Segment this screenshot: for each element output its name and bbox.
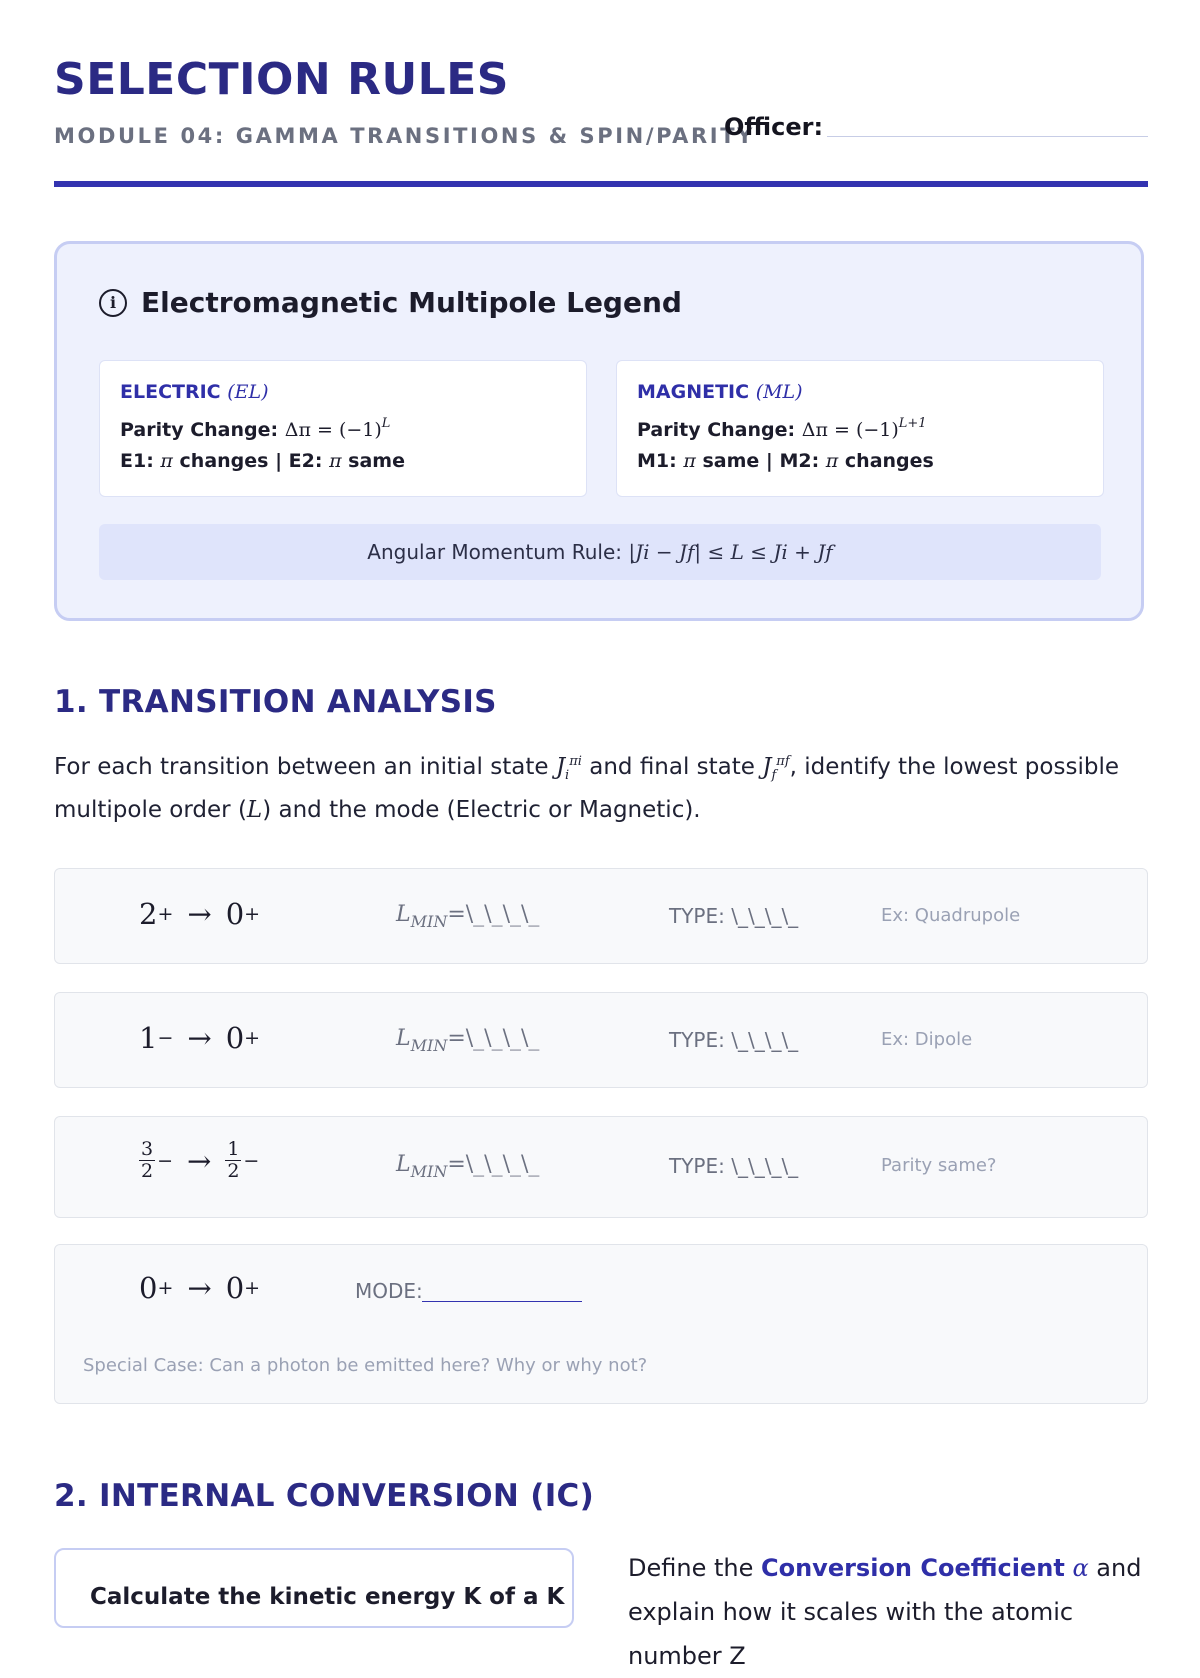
intro-text: and final state (581, 754, 763, 780)
electric-parity-rule (120, 415, 566, 446)
section-2-title: 2. INTERNAL CONVERSION (IC) (54, 1478, 595, 1514)
initial-spin: 2 (139, 897, 158, 931)
mode-field[interactable] (422, 1301, 582, 1302)
type-field[interactable]: TYPE: \_\_\_\_ (669, 1154, 799, 1178)
page-title: SELECTION RULES (54, 54, 509, 105)
transition-row (54, 868, 1148, 964)
transition-expression: 0 + → 0 + (139, 1271, 261, 1305)
pi-symbol: π (825, 450, 839, 472)
transition-row (54, 1116, 1148, 1218)
special-case-question: Special Case: Can a photon be emitted here? Why or why not? (83, 1355, 648, 1376)
magnetic-example-m1-text: same | M2: (695, 450, 826, 472)
kinetic-energy-prompt (90, 1584, 564, 1610)
magnetic-example-m1: M1: (637, 450, 684, 472)
magnetic-examples (637, 446, 1083, 477)
row-hint: Ex: Quadrupole (881, 905, 1021, 926)
transition-expression: 1 − → 0 + (139, 1021, 261, 1055)
electric-example-e2-text: same (341, 450, 405, 472)
mode-label: MODE: (355, 1279, 423, 1303)
magnetic-parity-formula: Δπ = (−1) (801, 419, 899, 441)
fraction-denominator: 2 (141, 1160, 154, 1182)
magnetic-legend-card (616, 360, 1104, 497)
conversion-coefficient-prompt (628, 1546, 1148, 1678)
fraction-numerator: 1 (227, 1138, 240, 1160)
initial-state-symbol: J (555, 754, 566, 780)
section-1-intro (54, 746, 1148, 832)
electric-examples (120, 446, 566, 477)
lmin-blank: =\_\_\_\_ (447, 1026, 540, 1051)
row-hint: Parity same? (881, 1155, 997, 1176)
multipole-legend (54, 241, 1144, 621)
initial-state-sub: i (565, 768, 570, 783)
lmin-field[interactable] (396, 1152, 540, 1181)
electric-example-e1-text: changes | E2: (172, 450, 330, 472)
lmin-blank: =\_\_\_\_ (447, 902, 540, 927)
kinetic-energy-card (54, 1548, 574, 1628)
arrow-icon: → (187, 897, 212, 931)
legend-title (99, 286, 682, 319)
electric-label: ELECTRIC (120, 381, 221, 403)
legend-title-text: Electromagnetic Multipole Legend (141, 286, 682, 319)
magnetic-symbol: (ML) (755, 381, 803, 403)
fraction-denominator: 2 (227, 1160, 240, 1182)
lmin-label: L (396, 1152, 411, 1177)
fraction-numerator: 3 (141, 1138, 154, 1160)
electric-heading (120, 381, 566, 403)
angular-rule-formula: |Ji − Jf| ≤ L ≤ Ji + Jf (628, 540, 833, 564)
electric-example-e1: E1: (120, 450, 161, 472)
prompt-text: and explain how it scales with the atomic number Z (628, 1554, 1142, 1670)
special-case-row (54, 1244, 1148, 1404)
initial-state-sup: πi (569, 754, 582, 769)
pi-symbol: π (329, 450, 342, 472)
arrow-icon: → (187, 1271, 212, 1305)
row-hint: Ex: Dipole (881, 1029, 973, 1050)
final-spin: 0 (225, 897, 245, 931)
kinetic-energy-text: Calculate the kinetic energy K (90, 1584, 482, 1610)
magnetic-parity-rule (637, 415, 1083, 446)
intro-text: , identify the lowest possible multipole order ( (54, 754, 1119, 823)
lmin-sub: MIN (410, 1036, 448, 1055)
lmin-sub: MIN (410, 912, 448, 931)
intro-text: For each transition between an initial state (54, 754, 556, 780)
magnetic-parity-label: Parity Change: (637, 419, 802, 441)
conversion-coefficient-term: Conversion Coefficient (760, 1554, 1065, 1582)
electric-parity-exponent: L (381, 416, 391, 431)
final-spin: 0 (225, 1271, 245, 1305)
pi-symbol: π (160, 450, 173, 472)
initial-spin-fraction (139, 1139, 155, 1182)
lmin-sub: MIN (410, 1162, 448, 1181)
electric-legend-card (99, 360, 587, 497)
module-subtitle: MODULE 04: GAMMA TRANSITIONS & SPIN/PARITY (54, 124, 755, 148)
magnetic-heading (637, 381, 1083, 403)
magnetic-parity-exponent: L+1 (898, 416, 927, 431)
kinetic-energy-text-tail: of a K (481, 1584, 565, 1610)
type-field[interactable]: TYPE: \_\_\_\_ (669, 904, 799, 928)
final-state-symbol: J (762, 754, 772, 780)
multipole-symbol: L (246, 797, 263, 823)
electric-parity-label: Parity Change: (120, 419, 285, 441)
lmin-blank: =\_\_\_\_ (447, 1152, 540, 1177)
initial-spin: 1 (139, 1021, 158, 1055)
lmin-field[interactable] (396, 1026, 540, 1055)
arrow-icon: → (187, 1021, 212, 1055)
magnetic-example-m2-text: changes (838, 450, 934, 472)
angular-rule-label: Angular Momentum Rule: (367, 540, 629, 564)
header-divider (54, 181, 1148, 187)
info-icon: i (99, 289, 127, 317)
transition-expression: $\frac{3}{2}$ − → $\frac{1}{2}$ − (141, 1138, 260, 1182)
magnetic-label: MAGNETIC (637, 381, 750, 403)
electric-symbol: (EL) (227, 381, 269, 403)
angular-momentum-rule (99, 524, 1101, 580)
lmin-field[interactable] (396, 902, 540, 931)
alpha-symbol: α (1072, 1554, 1089, 1582)
type-field[interactable]: TYPE: \_\_\_\_ (669, 1028, 799, 1052)
officer-name-field[interactable] (827, 136, 1148, 137)
initial-spin: 0 (139, 1271, 158, 1305)
arrow-icon: → (187, 1143, 212, 1178)
final-state-sup: πf (776, 754, 790, 769)
transition-row (54, 992, 1148, 1088)
final-spin-fraction (225, 1139, 241, 1182)
final-spin: 0 (225, 1021, 245, 1055)
lmin-label: L (396, 902, 411, 927)
electric-parity-formula: Δπ = (−1) (284, 419, 382, 441)
section-1-title: 1. TRANSITION ANALYSIS (54, 684, 497, 720)
officer-label: Officer: (724, 113, 824, 141)
intro-text: ) and the mode (Electric or Magnetic). (262, 797, 701, 823)
transition-expression: 2 + → 0 + (139, 897, 261, 931)
prompt-text: Define the (628, 1554, 761, 1582)
pi-symbol: π (683, 450, 696, 472)
lmin-label: L (396, 1026, 411, 1051)
final-state-sub: f (771, 768, 777, 783)
